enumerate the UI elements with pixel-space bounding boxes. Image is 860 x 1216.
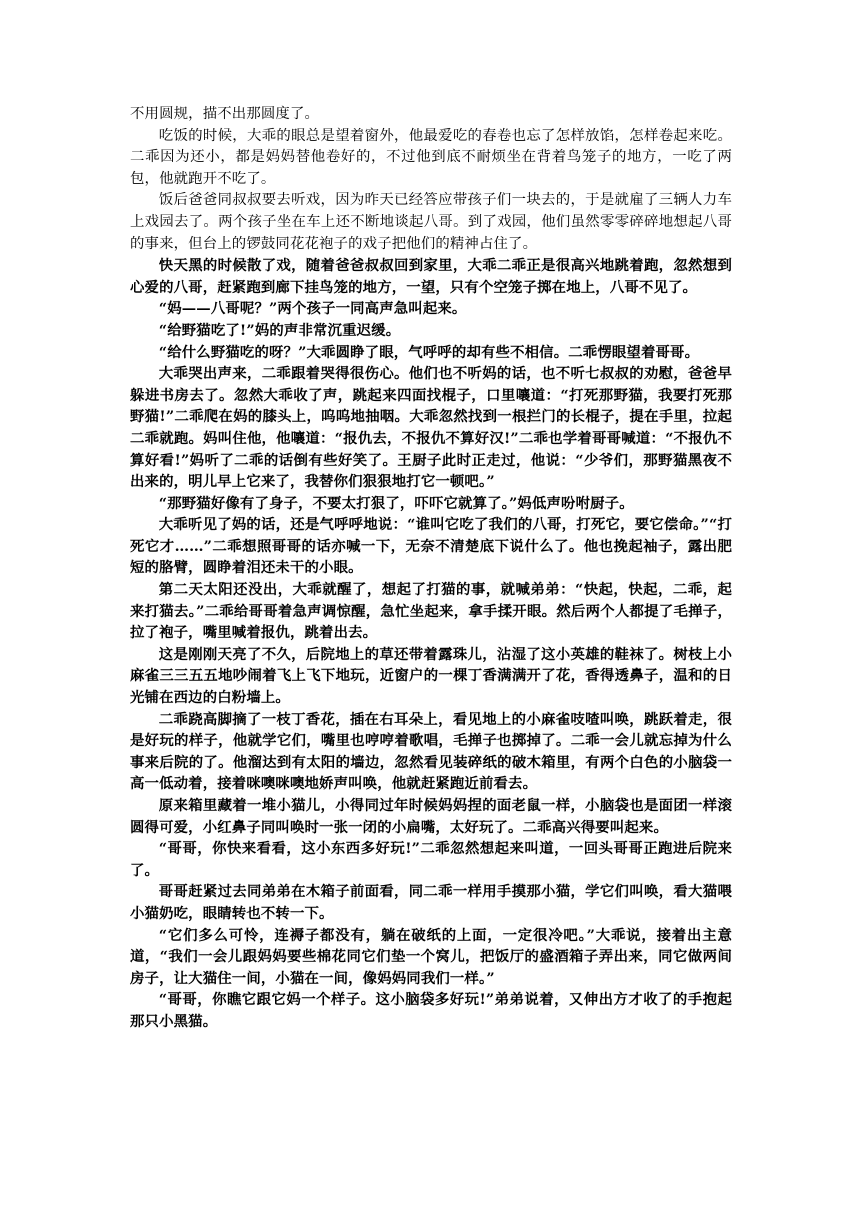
paragraph-8: 大乖哭出声来，二乖跟着哭得很伤心。他们也不听妈的话，也不听七叔叔的劝慰，爸爸早躲进书房去了。忽然大乖收了声，跳起来四面找棍子，口里嚷道：“打死那野猫，我要打死那野猫!”二乖爬在妈的膝头上，呜呜地抽咽。大乖忽然找到一根拦门的长棍子，提在手里，拉起二乖就跑。妈叫住他，他嚷道：“报仇去，不报仇不算好汉!”二乖也学着哥哥喊道：“不报仇不算好看!”妈听了二乖的话倒有些好笑了。王厨子此时正走过，他说：“少爷们，那野猫黑夜不出来的，明儿早上它来了，我替你们狠狠地打它一顿吧。” (130, 365, 732, 491)
paragraph-11: 第二天太阳还没出，大乖就醒了，想起了打猫的事，就喊弟弟：“快起，快起，二乖，起来打猫去。”二乖给哥哥着急声调惊醒，急忙坐起来，拿手揉开眼。然后两个人都提了毛掸子，拉了袍子，嘴里喊着报仇，跳着出去。 (130, 581, 732, 642)
paragraph-6: “给野猫吃了!”妈的声非常沉重迟缓。 (158, 321, 401, 339)
paragraph-5: “妈——八哥呢？”两个孩子一同高声急叫起来。 (158, 300, 467, 318)
paragraph-4: 快天黑的时候散了戏，随着爸爸叔叔回到家里，大乖二乖正是很高兴地跳着跑，忽然想到心爱的八哥，赶紧跑到廊下挂鸟笼的地方，一望，只有个空笼子掷在地上，八哥不见了。 (130, 257, 732, 296)
paragraph-16: 哥哥赶紧过去同弟弟在木箱子前面看，同二乖一样用手摸那小猫，学它们叫唤，看大猫喂小猫奶吃，眼睛转也不转一下。 (130, 883, 732, 922)
paragraph-15: “哥哥，你快来看看，这小东西多好玩!”二乖忽然想起来叫道，一回头哥哥正跑进后院来了。 (130, 840, 732, 879)
paragraph-7: “给什么野猫吃的呀？”大乖圆睁了眼，气呼呼的却有些不相信。二乖愣眼望着哥哥。 (158, 343, 700, 361)
paragraph-1: 不用圆规，描不出那圆度了。 (130, 106, 320, 122)
paragraph-14: 原来箱里藏着一堆小猫儿，小得同过年时候妈妈捏的面老鼠一样，小脑袋也是面团一样滚圆得可爱，小红鼻子同叫唤时一张一闭的小扁嘴，太好玩了。二乖高兴得要叫起来。 (130, 797, 732, 836)
paragraph-3: 饭后爸爸同叔叔要去听戏，因为昨天已经答应带孩子们一块去的，于是就雇了三辆人力车上戏园去了。两个孩子坐在车上还不断地谈起八哥。到了戏园，他们虽然零零碎碎地想起八哥的事来，但台上的锣鼓同花花袍子的戏子把他们的精神占住了。 (130, 192, 732, 252)
paragraph-13: 二乖跷高脚摘了一枝丁香花，插在右耳朵上，看见地上的小麻雀吱喳叫唤，跳跃着走，很是好玩的样子，他就学它们，嘴里也哼哼着歌唱，毛掸子也掷掉了。二乖一会儿就忘掉为什么事来后院的了。他溜达到有太阳的墙边，忽然看见装碎纸的破木箱里，有两个白色的小脑袋一高一低动着，接着咪噢咪噢地娇声叫唤，他就赶紧跑近前看去。 (130, 710, 732, 793)
document-page (130, 104, 732, 1033)
paragraph-12: 这是刚刚天亮了不久，后院地上的草还带着露珠儿，沾湿了这小英雄的鞋袜了。树枝上小麻雀三三五五地吵闹着飞上飞下地玩，近窗户的一棵丁香满满开了花，香得透鼻子，温和的日光铺在西边的白粉墙上。 (130, 645, 732, 707)
paragraph-2: 吃饭的时候，大乖的眼总是望着窗外，他最爱吃的春卷也忘了怎样放馅，怎样卷起来吃。二乖因为还小，都是妈妈替他卷好的，不过他到底不耐烦坐在背着鸟笼子的地方，一吃了两包，他就跑开不吃了。 (130, 127, 732, 187)
paragraph-9: “那野猫好像有了身子，不要太打狠了，吓吓它就算了。”妈低声吩咐厨子。 (158, 494, 634, 512)
paragraph-17: “它们多么可怜，连褥子都没有，躺在破纸的上面，一定很冷吧。”大乖说，接着出主意道，“我们一会儿跟妈妈要些棉花同它们垫一个窝儿，把饭厅的盛酒箱子弄出来，同它做两间房子，让大猫住一间，小猫在一间，像妈妈同我们一样。” (130, 926, 732, 987)
paragraph-18: “哥哥，你瞧它跟它妈一个样子。这小脑袋多好玩!”弟弟说着，又伸出方才收了的手抱起那只小黑猫。 (130, 991, 732, 1030)
paragraph-10: 大乖听见了妈的话，还是气呼呼地说：“谁叫它吃了我们的八哥，打死它，要它偿命。”“打死它才……”二乖想照哥哥的话亦喊一下，无奈不清楚底下说什么了。他也挽起袖子，露出肥短的胳臂，圆睁着泪还未干的小眼。 (130, 516, 732, 577)
